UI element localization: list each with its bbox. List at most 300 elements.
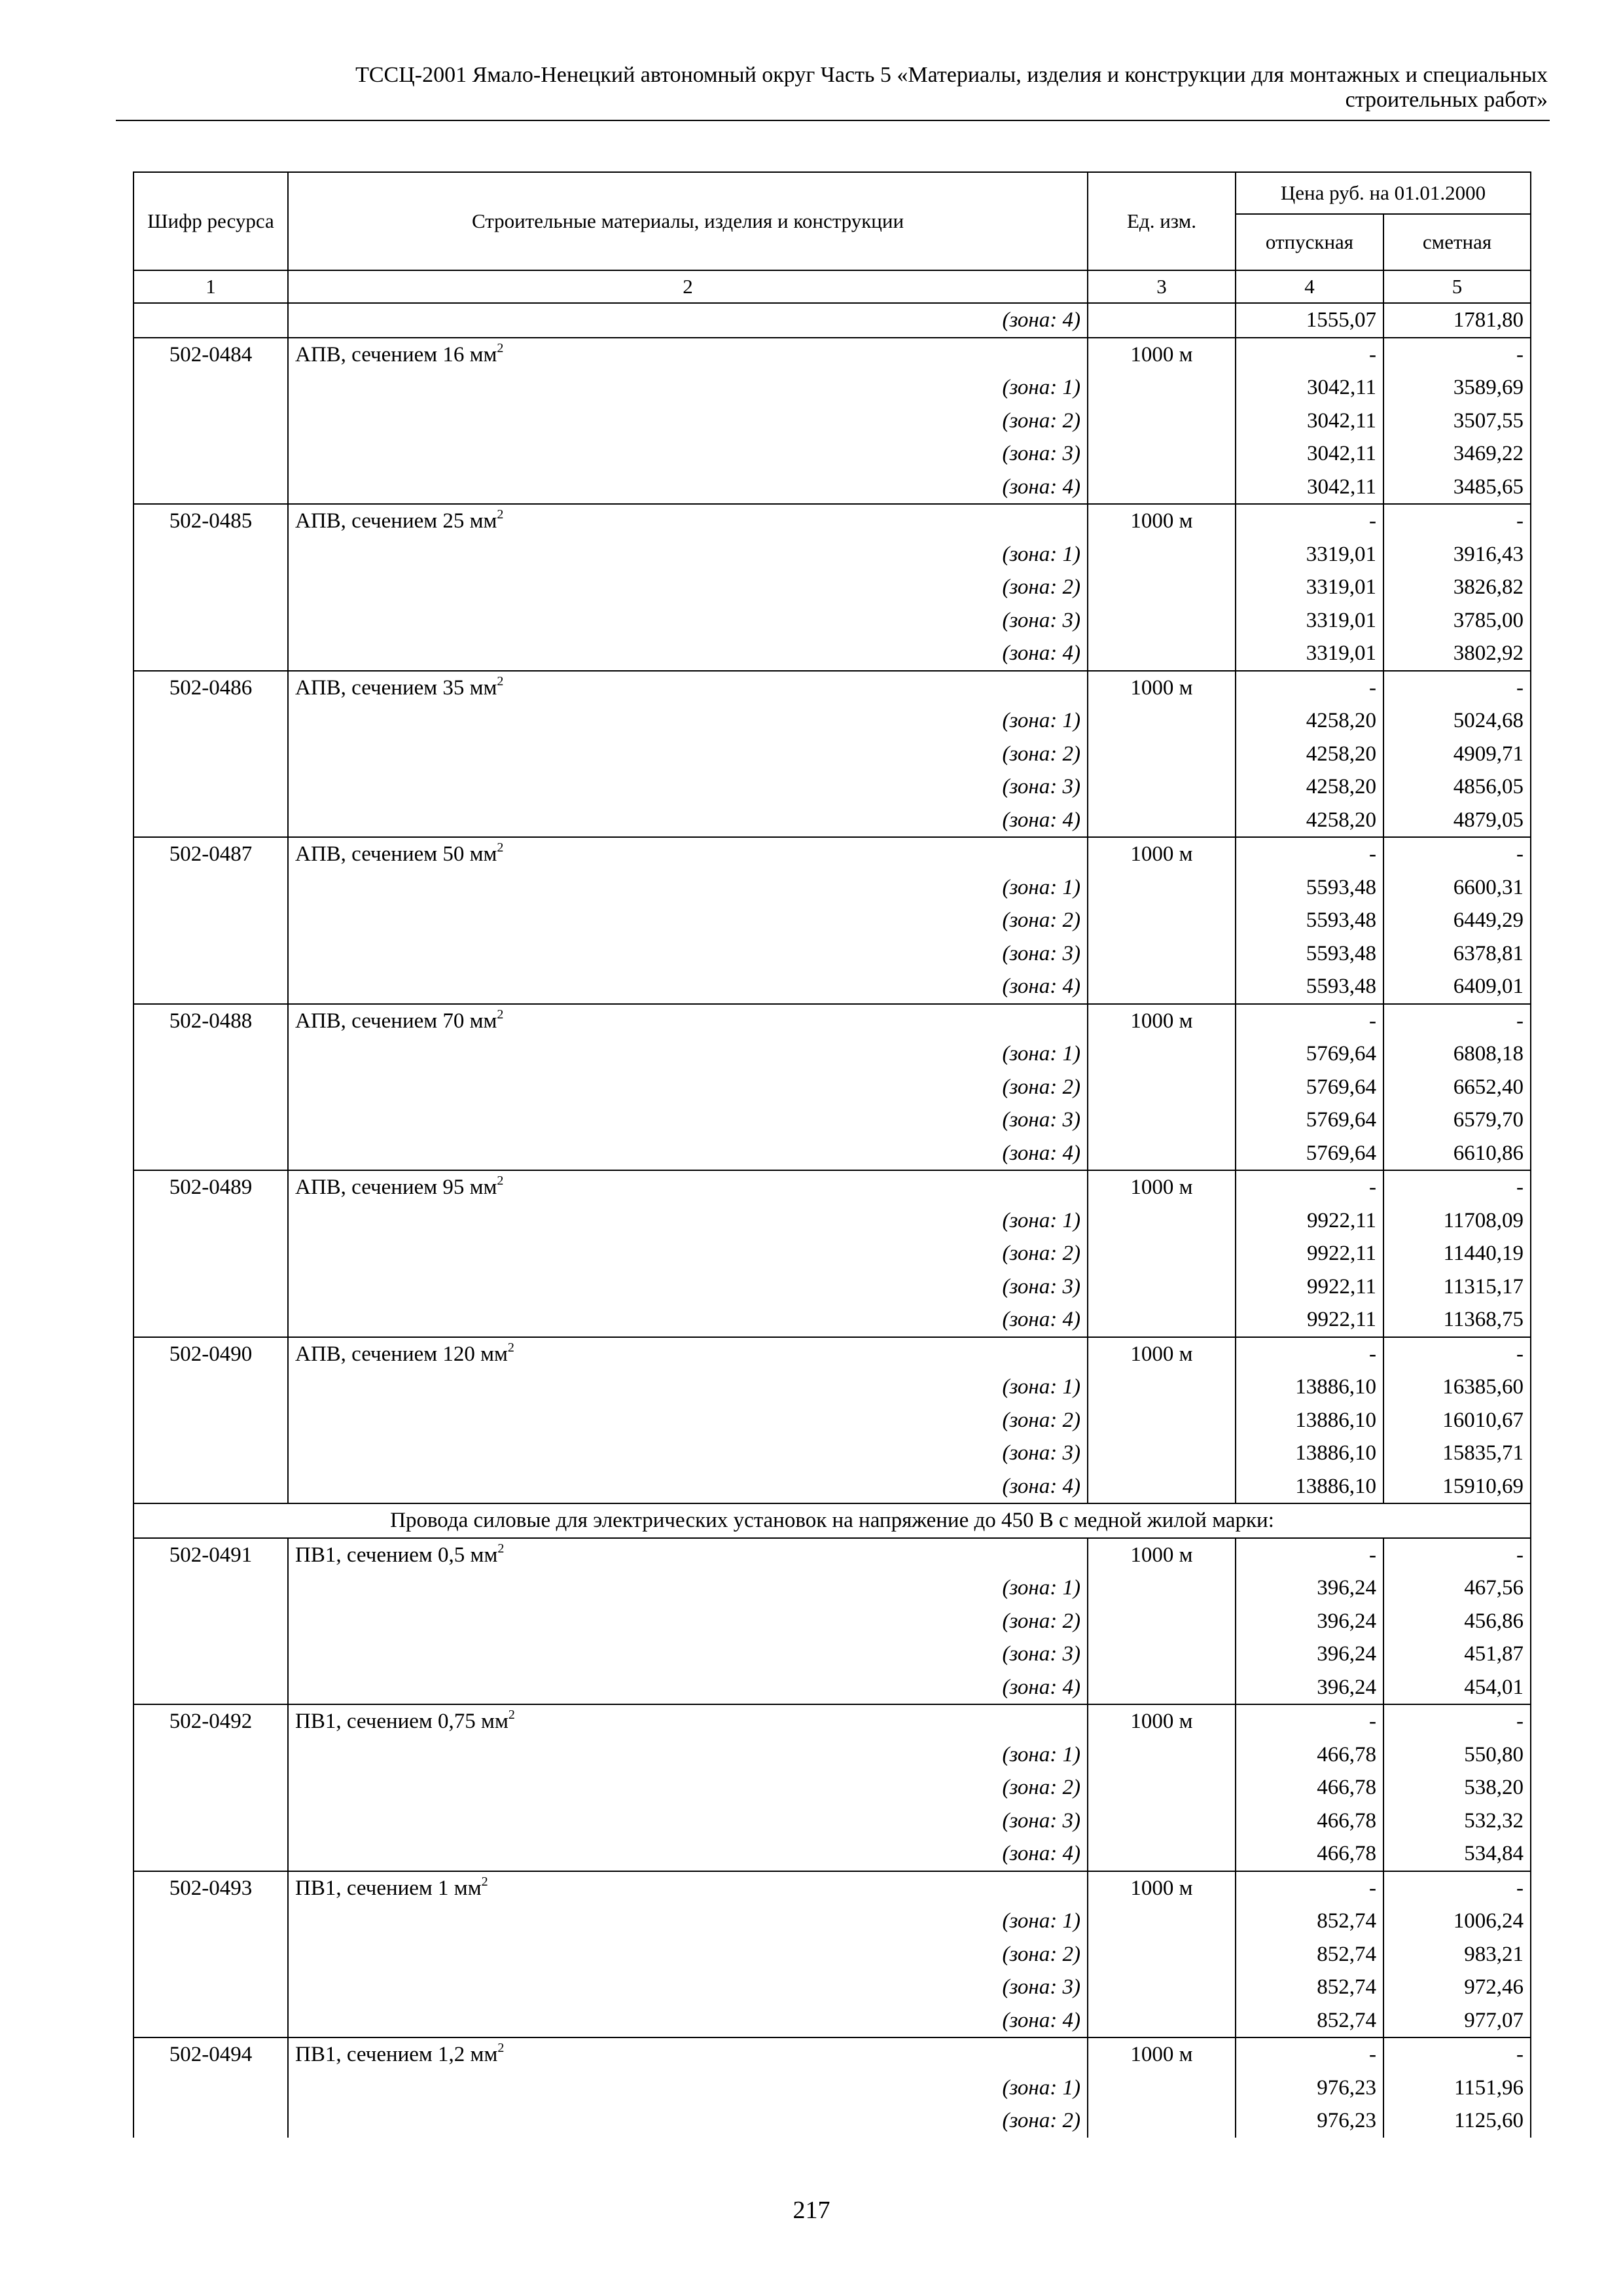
code-cell <box>134 1971 288 2004</box>
release-price: 396,24 <box>1236 1571 1383 1605</box>
zone-label: (зона: 3) <box>288 937 1088 971</box>
release-price: 5769,64 <box>1236 1137 1383 1171</box>
release-price: 3319,01 <box>1236 571 1383 604</box>
unit-cell <box>1088 371 1236 404</box>
zone-row <box>134 1605 1531 1638</box>
item-name-cell <box>288 837 1088 871</box>
estimate-price: 972,46 <box>1383 1971 1531 2004</box>
zone-row <box>134 804 1531 838</box>
item-row <box>134 504 1531 538</box>
zone-label: (зона: 4) <box>288 637 1088 671</box>
release-price: 5593,48 <box>1236 970 1383 1004</box>
unit-cell <box>1088 1470 1236 1504</box>
zone-row <box>134 404 1531 438</box>
zone-label: (зона: 2) <box>288 404 1088 438</box>
zone-label: (зона: 2) <box>288 904 1088 937</box>
item-name-cell <box>288 1871 1088 1905</box>
release-price: 9922,11 <box>1236 1204 1383 1238</box>
release-price: 396,24 <box>1236 1605 1383 1638</box>
unit-cell <box>1088 738 1236 771</box>
item-name-cell <box>288 671 1088 705</box>
unit-cell: 1000 м <box>1088 1538 1236 1572</box>
estimate-price: - <box>1383 1337 1531 1371</box>
release-price: 13886,10 <box>1236 1404 1383 1437</box>
zone-row <box>134 904 1531 937</box>
resource-code: 502-0487 <box>134 837 288 871</box>
section-title: Провода силовые для электрических установок на напряжение до 450 В с медной жилой марки: <box>134 1503 1531 1538</box>
item-name-cell <box>288 504 1088 538</box>
estimate-price: 6579,70 <box>1383 1103 1531 1137</box>
zone-label: (зона: 2) <box>288 571 1088 604</box>
unit-cell <box>1088 1137 1236 1171</box>
estimate-price: - <box>1383 837 1531 871</box>
estimate-price: - <box>1383 2037 1531 2072</box>
estimate-price: - <box>1383 1004 1531 1038</box>
zone-row <box>134 1938 1531 1971</box>
unit-cell <box>1088 1638 1236 1671</box>
code-cell <box>134 1671 288 1705</box>
zone-row <box>134 1571 1531 1605</box>
resource-code: 502-0484 <box>134 338 288 372</box>
unit-cell: 1000 м <box>1088 1871 1236 1905</box>
item-name-cell <box>288 1337 1088 1371</box>
item-name-cell <box>288 1004 1088 1038</box>
estimate-price: - <box>1383 1170 1531 1204</box>
estimate-price: 467,56 <box>1383 1571 1531 1605</box>
code-cell <box>134 571 288 604</box>
estimate-price: 3485,65 <box>1383 471 1531 505</box>
code-cell <box>134 1237 288 1270</box>
release-price: 13886,10 <box>1236 1437 1383 1470</box>
code-cell <box>134 2104 288 2138</box>
unit-superscript: 2 <box>497 1174 504 1188</box>
release-price: 9922,11 <box>1236 1303 1383 1337</box>
release-price: - <box>1236 837 1383 871</box>
zone-row <box>134 1071 1531 1104</box>
unit-cell <box>1088 904 1236 937</box>
estimate-price: - <box>1383 338 1531 372</box>
resource-code: 502-0489 <box>134 1170 288 1204</box>
unit-cell <box>1088 1905 1236 1938</box>
code-cell <box>134 303 288 338</box>
col-name-header: Строительные материалы, изделия и конструкции <box>288 172 1088 270</box>
unit-cell <box>1088 404 1236 438</box>
column-number: 5 <box>1383 270 1531 303</box>
code-cell <box>134 1905 288 1938</box>
code-cell <box>134 637 288 671</box>
release-price: 5769,64 <box>1236 1103 1383 1137</box>
estimate-price: 6449,29 <box>1383 904 1531 937</box>
zone-row <box>134 970 1531 1004</box>
unit-cell: 1000 м <box>1088 671 1236 705</box>
estimate-price: 6610,86 <box>1383 1137 1531 1171</box>
unit-cell <box>1088 1404 1236 1437</box>
zone-row <box>134 1404 1531 1437</box>
estimate-price: 456,86 <box>1383 1605 1531 1638</box>
estimate-price: 4909,71 <box>1383 738 1531 771</box>
unit-cell <box>1088 2072 1236 2105</box>
resource-code: 502-0493 <box>134 1871 288 1905</box>
item-row <box>134 1337 1531 1371</box>
zone-label: (зона: 1) <box>288 1371 1088 1404</box>
unit-cell <box>1088 571 1236 604</box>
zone-row <box>134 2104 1531 2138</box>
zone-row <box>134 1638 1531 1671</box>
zone-label: (зона: 4) <box>288 1303 1088 1337</box>
estimate-price: 15835,71 <box>1383 1437 1531 1470</box>
unit-cell <box>1088 303 1236 338</box>
unit-cell <box>1088 770 1236 804</box>
release-price: - <box>1236 1170 1383 1204</box>
release-price: 852,74 <box>1236 1971 1383 2004</box>
code-cell <box>134 937 288 971</box>
zone-label: (зона: 2) <box>288 1071 1088 1104</box>
estimate-price: 11315,17 <box>1383 1270 1531 1304</box>
header-line-1: ТССЦ-2001 Ямало-Ненецкий автономный округ Часть 5 «Материалы, изделия и конструкции для монтажных и специальных <box>355 63 1548 87</box>
resource-code: 502-0488 <box>134 1004 288 1038</box>
unit-superscript: 2 <box>508 1708 515 1722</box>
unit-cell <box>1088 804 1236 838</box>
code-cell <box>134 1771 288 1804</box>
estimate-price: 454,01 <box>1383 1671 1531 1705</box>
unit-cell <box>1088 1237 1236 1270</box>
code-cell <box>134 804 288 838</box>
zone-label: (зона: 4) <box>288 1837 1088 1871</box>
unit-cell <box>1088 1605 1236 1638</box>
release-price: 4258,20 <box>1236 770 1383 804</box>
estimate-price: 983,21 <box>1383 1938 1531 1971</box>
code-cell <box>134 1638 288 1671</box>
release-price: 5593,48 <box>1236 871 1383 905</box>
code-cell <box>134 1204 288 1238</box>
code-cell <box>134 871 288 905</box>
zone-row <box>134 738 1531 771</box>
zone-label: (зона: 3) <box>288 1971 1088 2004</box>
unit-superscript: 2 <box>481 1874 488 1889</box>
release-price: 3319,01 <box>1236 637 1383 671</box>
estimate-price: 11368,75 <box>1383 1303 1531 1337</box>
code-cell <box>134 1437 288 1470</box>
code-cell <box>134 2072 288 2105</box>
release-price: - <box>1236 1337 1383 1371</box>
unit-cell <box>1088 1071 1236 1104</box>
price-table <box>133 171 1531 2138</box>
unit-cell <box>1088 2004 1236 2038</box>
zone-label: (зона: 2) <box>288 1237 1088 1270</box>
estimate-price: 6378,81 <box>1383 937 1531 971</box>
zone-row <box>134 1103 1531 1137</box>
release-price: 466,78 <box>1236 1738 1383 1772</box>
unit-cell: 1000 м <box>1088 837 1236 871</box>
release-price: 3042,11 <box>1236 471 1383 505</box>
item-name-cell <box>288 1704 1088 1738</box>
code-cell <box>134 1470 288 1504</box>
estimate-price: 3826,82 <box>1383 571 1531 604</box>
unit-superscript: 2 <box>497 2041 505 2055</box>
zone-row <box>134 1303 1531 1337</box>
unit-cell <box>1088 937 1236 971</box>
estimate-price: 1006,24 <box>1383 1905 1531 1938</box>
release-price: 4258,20 <box>1236 804 1383 838</box>
resource-code: 502-0494 <box>134 2037 288 2072</box>
unit-cell <box>1088 538 1236 571</box>
release-price: - <box>1236 1871 1383 1905</box>
release-price: 4258,20 <box>1236 704 1383 738</box>
code-cell <box>134 1605 288 1638</box>
code-cell <box>134 1938 288 1971</box>
estimate-price: 4856,05 <box>1383 770 1531 804</box>
zone-label: (зона: 4) <box>288 303 1088 338</box>
estimate-price: 11440,19 <box>1383 1237 1531 1270</box>
unit-cell <box>1088 1437 1236 1470</box>
release-price: 9922,11 <box>1236 1237 1383 1270</box>
estimate-price: 15910,69 <box>1383 1470 1531 1504</box>
release-price: - <box>1236 504 1383 538</box>
resource-code: 502-0490 <box>134 1337 288 1371</box>
unit-superscript: 2 <box>497 507 504 522</box>
release-price: - <box>1236 1704 1383 1738</box>
zone-label: (зона: 1) <box>288 1037 1088 1071</box>
release-price: 852,74 <box>1236 2004 1383 2038</box>
header-rule <box>116 120 1550 121</box>
item-name: АПВ, сечением 50 мм <box>295 842 497 866</box>
zone-row <box>134 1237 1531 1270</box>
estimate-price: 534,84 <box>1383 1837 1531 1871</box>
estimate-price: 6600,31 <box>1383 871 1531 905</box>
unit-superscript: 2 <box>497 840 504 855</box>
release-price: - <box>1236 1538 1383 1572</box>
estimate-price: 4879,05 <box>1383 804 1531 838</box>
zone-row <box>134 1204 1531 1238</box>
zone-label: (зона: 2) <box>288 2104 1088 2138</box>
release-price: 9922,11 <box>1236 1270 1383 1304</box>
release-price: 5769,64 <box>1236 1071 1383 1104</box>
item-row <box>134 1538 1531 1572</box>
release-price: 466,78 <box>1236 1804 1383 1838</box>
zone-label: (зона: 1) <box>288 1905 1088 1938</box>
resource-code: 502-0491 <box>134 1538 288 1572</box>
code-cell <box>134 1837 288 1871</box>
item-name-cell <box>288 2037 1088 2072</box>
zone-row <box>134 1971 1531 2004</box>
estimate-price: 532,32 <box>1383 1804 1531 1838</box>
estimate-price: 6409,01 <box>1383 970 1531 1004</box>
item-name: ПВ1, сечением 1 мм <box>295 1876 482 1900</box>
item-name: АПВ, сечением 35 мм <box>295 675 497 700</box>
code-cell <box>134 1804 288 1838</box>
code-cell <box>134 404 288 438</box>
zone-label: (зона: 3) <box>288 1638 1088 1671</box>
zone-label: (зона: 1) <box>288 2072 1088 2105</box>
code-cell <box>134 1404 288 1437</box>
item-name-cell <box>288 1538 1088 1572</box>
unit-cell <box>1088 871 1236 905</box>
unit-cell: 1000 м <box>1088 1004 1236 1038</box>
zone-row <box>134 371 1531 404</box>
code-cell <box>134 770 288 804</box>
code-cell <box>134 1103 288 1137</box>
estimate-price: 5024,68 <box>1383 704 1531 738</box>
unit-cell: 1000 м <box>1088 1337 1236 1371</box>
column-number: 4 <box>1236 270 1383 303</box>
page-header <box>118 63 1548 113</box>
zone-row <box>134 770 1531 804</box>
code-cell <box>134 1270 288 1304</box>
estimate-price: 6652,40 <box>1383 1071 1531 1104</box>
zone-label: (зона: 4) <box>288 1470 1088 1504</box>
unit-superscript: 2 <box>497 1007 504 1022</box>
estimate-price: 538,20 <box>1383 1771 1531 1804</box>
estimate-price: 16010,67 <box>1383 1404 1531 1437</box>
estimate-price: - <box>1383 1538 1531 1572</box>
estimate-price: 3802,92 <box>1383 637 1531 671</box>
release-price: 3042,11 <box>1236 437 1383 471</box>
release-price: 5769,64 <box>1236 1037 1383 1071</box>
zone-row <box>134 1738 1531 1772</box>
code-cell <box>134 1071 288 1104</box>
estimate-price: - <box>1383 1871 1531 1905</box>
unit-cell: 1000 м <box>1088 2037 1236 2072</box>
unit-cell <box>1088 437 1236 471</box>
code-cell <box>134 704 288 738</box>
unit-cell <box>1088 1971 1236 2004</box>
zone-row <box>134 1137 1531 1171</box>
item-name: АПВ, сечением 25 мм <box>295 509 497 533</box>
estimate-price: 3589,69 <box>1383 371 1531 404</box>
release-price: 466,78 <box>1236 1771 1383 1804</box>
zone-label: (зона: 2) <box>288 738 1088 771</box>
zone-label: (зона: 3) <box>288 604 1088 637</box>
release-price: 976,23 <box>1236 2104 1383 2138</box>
release-price: 3319,01 <box>1236 538 1383 571</box>
zone-label: (зона: 4) <box>288 471 1088 505</box>
zone-row <box>134 1470 1531 1504</box>
zone-label: (зона: 3) <box>288 1437 1088 1470</box>
code-cell <box>134 371 288 404</box>
unit-cell: 1000 м <box>1088 338 1236 372</box>
zone-row <box>134 1771 1531 1804</box>
item-row <box>134 837 1531 871</box>
zone-label: (зона: 2) <box>288 1938 1088 1971</box>
code-cell <box>134 738 288 771</box>
code-cell <box>134 970 288 1004</box>
item-name: ПВ1, сечением 0,75 мм <box>295 1710 508 1733</box>
zone-row <box>134 704 1531 738</box>
zone-row <box>134 2004 1531 2038</box>
estimate-price: 1125,60 <box>1383 2104 1531 2138</box>
table-head <box>134 172 1531 303</box>
unit-cell <box>1088 1103 1236 1137</box>
release-price: 13886,10 <box>1236 1371 1383 1404</box>
release-price: 13886,10 <box>1236 1470 1383 1504</box>
unit-cell: 1000 м <box>1088 504 1236 538</box>
column-number: 1 <box>134 270 288 303</box>
zone-row <box>134 1837 1531 1871</box>
item-name: АПВ, сечением 16 мм <box>295 342 497 367</box>
zone-row <box>134 2072 1531 2105</box>
unit-superscript: 2 <box>507 1340 514 1355</box>
code-cell <box>134 1571 288 1605</box>
col-unit-header: Ед. изм. <box>1088 172 1236 270</box>
unit-cell <box>1088 1571 1236 1605</box>
resource-code: 502-0492 <box>134 1704 288 1738</box>
zone-label: (зона: 3) <box>288 437 1088 471</box>
release-price: 852,74 <box>1236 1938 1383 1971</box>
estimate-price: 451,87 <box>1383 1638 1531 1671</box>
release-price: 466,78 <box>1236 1837 1383 1871</box>
unit-cell <box>1088 471 1236 505</box>
code-cell <box>134 2004 288 2038</box>
zone-row <box>134 1437 1531 1470</box>
release-price: 396,24 <box>1236 1638 1383 1671</box>
unit-cell <box>1088 1204 1236 1238</box>
unit-cell <box>1088 1771 1236 1804</box>
unit-cell: 1000 м <box>1088 1170 1236 1204</box>
column-number: 2 <box>288 270 1088 303</box>
estimate-price: 1151,96 <box>1383 2072 1531 2105</box>
release-price: 852,74 <box>1236 1905 1383 1938</box>
zone-row <box>134 1905 1531 1938</box>
table-body <box>134 303 1531 2138</box>
unit-cell <box>1088 704 1236 738</box>
zone-row <box>134 637 1531 671</box>
release-price: 4258,20 <box>1236 738 1383 771</box>
unit-cell <box>1088 1837 1236 1871</box>
zone-label: (зона: 1) <box>288 704 1088 738</box>
unit-cell <box>1088 2104 1236 2138</box>
zone-row <box>134 1804 1531 1838</box>
zone-label: (зона: 2) <box>288 1404 1088 1437</box>
zone-row <box>134 1371 1531 1404</box>
release-price: 976,23 <box>1236 2072 1383 2105</box>
release-price: 3319,01 <box>1236 604 1383 637</box>
zone-label: (зона: 4) <box>288 1137 1088 1171</box>
zone-row <box>134 871 1531 905</box>
zone-label: (зона: 2) <box>288 1771 1088 1804</box>
unit-cell <box>1088 970 1236 1004</box>
zone-label: (зона: 1) <box>288 538 1088 571</box>
code-cell <box>134 1137 288 1171</box>
unit-cell <box>1088 1738 1236 1772</box>
header-line-2: строительных работ» <box>1345 88 1548 112</box>
unit-cell <box>1088 637 1236 671</box>
code-cell <box>134 471 288 505</box>
zone-label: (зона: 3) <box>288 1270 1088 1304</box>
zone-label: (зона: 4) <box>288 970 1088 1004</box>
unit-cell <box>1088 604 1236 637</box>
release-price: 5593,48 <box>1236 937 1383 971</box>
unit-cell <box>1088 1037 1236 1071</box>
code-cell <box>134 604 288 637</box>
zone-label: (зона: 4) <box>288 804 1088 838</box>
estimate-price: 3916,43 <box>1383 538 1531 571</box>
estimate-price: 550,80 <box>1383 1738 1531 1772</box>
code-cell <box>134 1303 288 1337</box>
item-row <box>134 2037 1531 2072</box>
zone-label: (зона: 2) <box>288 1605 1088 1638</box>
estimate-price: 977,07 <box>1383 2004 1531 2038</box>
zone-label: (зона: 1) <box>288 1571 1088 1605</box>
release-price: 3042,11 <box>1236 404 1383 438</box>
item-name-cell <box>288 1170 1088 1204</box>
carry-over-row <box>134 303 1531 338</box>
code-cell <box>134 1371 288 1404</box>
release-price: 3042,11 <box>1236 371 1383 404</box>
zone-label: (зона: 1) <box>288 1738 1088 1772</box>
page-number: 217 <box>793 2197 830 2224</box>
code-cell <box>134 904 288 937</box>
release-price: 5593,48 <box>1236 904 1383 937</box>
